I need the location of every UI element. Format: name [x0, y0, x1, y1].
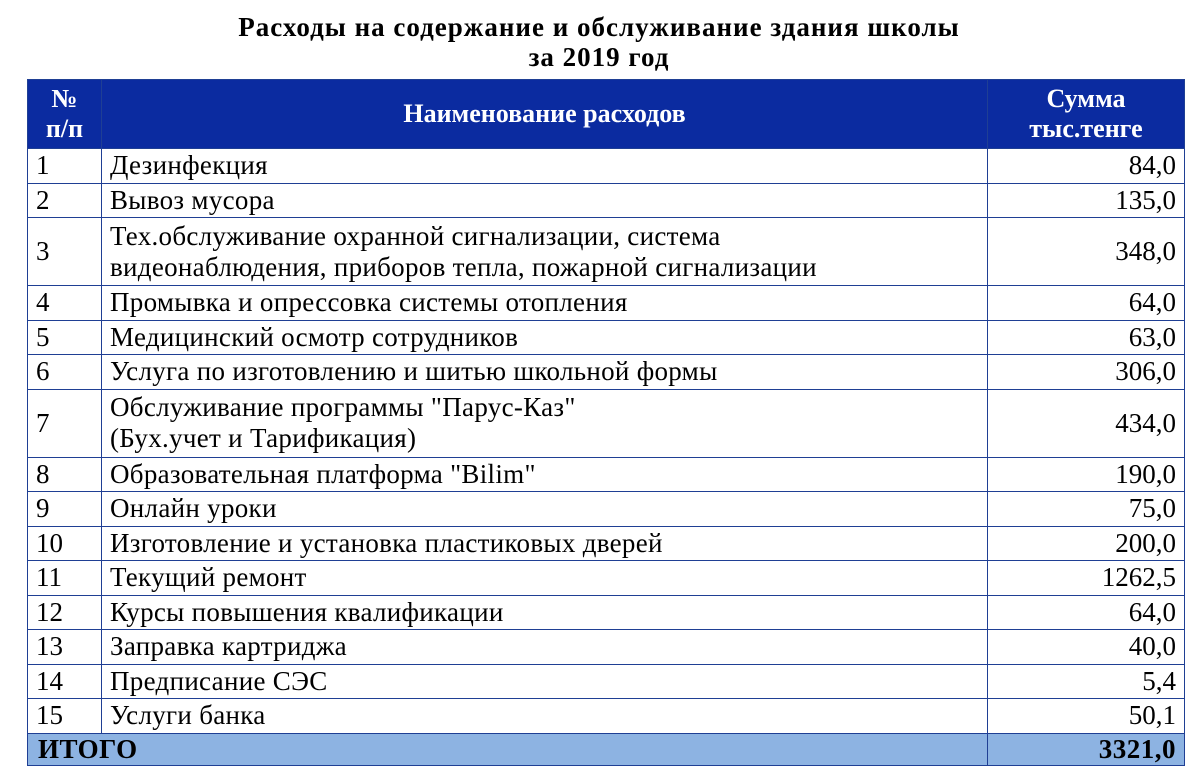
table-row [28, 149, 1185, 184]
title-line-2: за 2019 год [528, 42, 670, 72]
table-row [28, 355, 1185, 390]
row-name: Изготовление и установка пластиковых дверей [102, 526, 988, 561]
row-sum: 434,0 [988, 389, 1185, 457]
table-row [28, 218, 1185, 286]
row-name: Промывка и опрессовка системы отопления [102, 286, 988, 321]
row-name: Тех.обслуживание охранной сигнализации, система видеонаблюдения, приборов тепла, пожарной сигнализации [102, 218, 988, 286]
row-name: Онлайн уроки [102, 492, 988, 527]
table-row [28, 183, 1185, 218]
row-number: 14 [28, 664, 102, 699]
row-name: Дезинфекция [102, 149, 988, 184]
row-number: 13 [28, 630, 102, 665]
row-sum: 50,1 [988, 699, 1185, 734]
row-number: 4 [28, 286, 102, 321]
row-number: 15 [28, 699, 102, 734]
row-number: 3 [28, 218, 102, 286]
title-line-1: Расходы на содержание и обслуживание здания школы [238, 12, 960, 42]
table-row [28, 526, 1185, 561]
table-row [28, 492, 1185, 527]
table-row [28, 389, 1185, 457]
row-name: Медицинский осмотр сотрудников [102, 320, 988, 355]
row-number: 11 [28, 561, 102, 596]
row-sum: 1262,5 [988, 561, 1185, 596]
row-number: 5 [28, 320, 102, 355]
row-name: Предписание СЭС [102, 664, 988, 699]
total-sum: 3321,0 [988, 733, 1185, 765]
row-sum: 84,0 [988, 149, 1185, 184]
row-sum: 64,0 [988, 595, 1185, 630]
table-row [28, 699, 1185, 734]
row-name: Образовательная платформа "Bilim" [102, 457, 988, 492]
row-sum: 200,0 [988, 526, 1185, 561]
table-row [28, 664, 1185, 699]
total-row [28, 733, 1185, 765]
row-number: 1 [28, 149, 102, 184]
table-row [28, 561, 1185, 596]
row-number: 2 [28, 183, 102, 218]
row-name: Услуги банка [102, 699, 988, 734]
row-number: 8 [28, 457, 102, 492]
document-title [0, 0, 1198, 72]
row-number: 6 [28, 355, 102, 390]
header-sum: Сумма тыс.тенге [988, 80, 1185, 149]
row-sum: 348,0 [988, 218, 1185, 286]
table-row [28, 630, 1185, 665]
row-number: 10 [28, 526, 102, 561]
row-number: 9 [28, 492, 102, 527]
expenses-table [27, 79, 1185, 766]
row-name: Вывоз мусора [102, 183, 988, 218]
row-sum: 5,4 [988, 664, 1185, 699]
row-sum: 64,0 [988, 286, 1185, 321]
row-name: Заправка картриджа [102, 630, 988, 665]
row-sum: 40,0 [988, 630, 1185, 665]
row-sum: 190,0 [988, 457, 1185, 492]
row-sum: 306,0 [988, 355, 1185, 390]
row-sum: 135,0 [988, 183, 1185, 218]
row-name: Обслуживание программы "Парус-Каз" (Бух.учет и Тарификация) [102, 389, 988, 457]
row-name: Курсы повышения квалификации [102, 595, 988, 630]
row-number: 12 [28, 595, 102, 630]
header-number: № п/п [28, 80, 102, 149]
table-row [28, 320, 1185, 355]
header-name: Наименование расходов [102, 80, 988, 149]
total-label: ИТОГО [28, 733, 988, 765]
row-name: Услуга по изготовлению и шитью школьной формы [102, 355, 988, 390]
row-name: Текущий ремонт [102, 561, 988, 596]
row-sum: 75,0 [988, 492, 1185, 527]
row-number: 7 [28, 389, 102, 457]
table-row [28, 286, 1185, 321]
row-sum: 63,0 [988, 320, 1185, 355]
table-row [28, 457, 1185, 492]
table-row [28, 595, 1185, 630]
table-header-row [28, 80, 1185, 149]
